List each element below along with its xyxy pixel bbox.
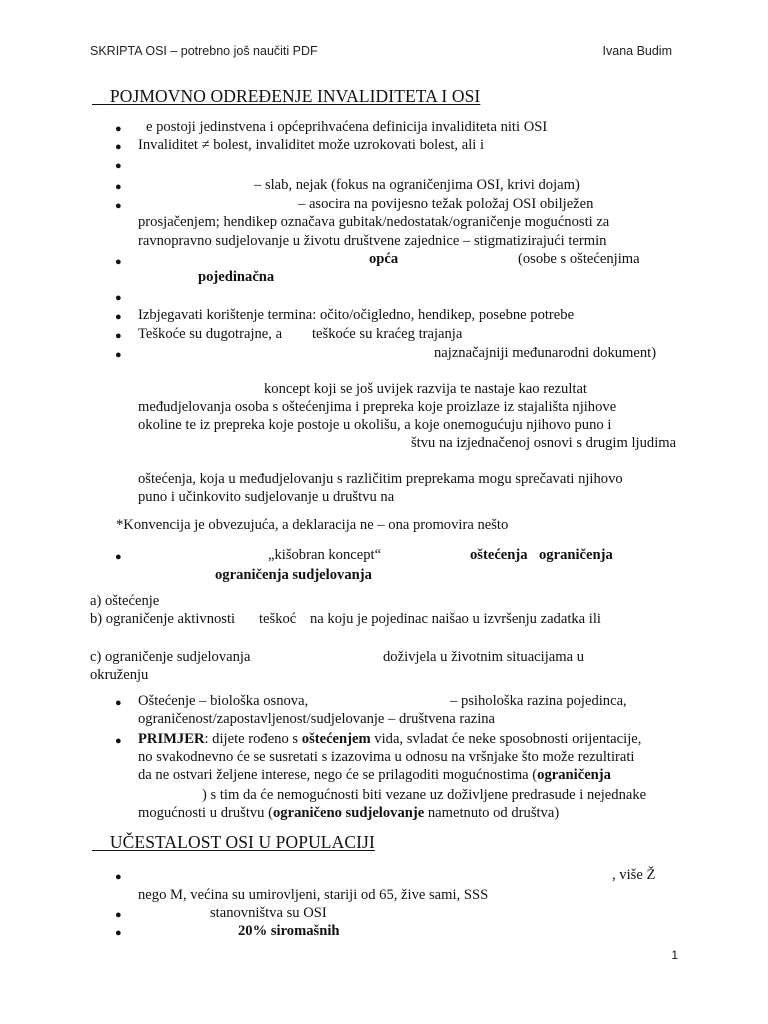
list-item: , više Ž	[612, 867, 656, 883]
convention-note: *Konvencija je obvezujuća, a deklaracija ne – ona promovira nešto	[116, 517, 509, 533]
term-ostecenja: oštećenja	[470, 547, 528, 563]
bullet-icon: ●	[115, 256, 122, 268]
bullet-icon: ●	[115, 927, 122, 939]
list-item: Invaliditet ≠ bolest, invaliditet može uzrokovati bolest, ali i	[138, 137, 485, 153]
list-item: – asocira na povijesno težak položaj OSI obilježen	[298, 196, 594, 212]
header-doc-title: SKRIPTA OSI – potrebno još naučiti PDF	[90, 44, 318, 58]
bullet-icon: ●	[115, 909, 122, 921]
list-item: Oštećenje – biološka osnova,	[138, 693, 309, 709]
item-c: okruženju	[90, 667, 149, 683]
example-line: mogućnosti u društvu (ograničeno sudjelovanje nametnuto od društva)	[138, 805, 560, 821]
example-line: PRIMJER: dijete rođeno s oštećenjem vida, svladat će neke sposobnosti orijentacije,	[138, 731, 642, 747]
paragraph-line: okoline te iz prepreka koje postoje u okolišu, a koje onemogućuju njihovo puno i	[138, 417, 612, 433]
list-item: Teškoće su dugotrajne, a	[138, 326, 283, 342]
bullet-icon: ●	[115, 181, 122, 193]
section-heading-pojmovno: POJMOVNO ODREĐENJE INVALIDITETA I OSI	[109, 86, 481, 106]
list-item-continued: ravnopravno sudjelovanje u životu društvene zajednice – stigmatizirajući termin	[138, 233, 607, 249]
list-item-continued: nego M, većina su umirovljeni, stariji od 65, žive sami, SSS	[138, 887, 489, 903]
bullet-icon: ●	[115, 349, 122, 361]
section-heading-ucestalost: UČESTALOST OSI U POPULACIJI	[109, 832, 375, 852]
list-item-continued: ograničenost/zapostavljenost/sudjelovanje – društvena razina	[138, 711, 496, 727]
page-number: 1	[671, 948, 678, 962]
term-kisobran: „kišobran koncept“	[268, 547, 382, 563]
list-item: e postoji jedinstvena i općeprihvaćena definicija invaliditeta niti OSI	[146, 119, 548, 135]
bullet-icon: ●	[115, 292, 122, 304]
bullet-icon: ●	[115, 735, 122, 747]
list-item: Izbjegavati korištenje termina: očito/očigledno, hendikep, posebne potrebe	[138, 307, 575, 323]
bullet-icon: ●	[115, 871, 122, 883]
item-c: doživjela u životnim situacijama u	[383, 649, 585, 665]
bullet-icon: ●	[115, 697, 122, 709]
bullet-icon: ●	[115, 141, 122, 153]
list-item: najznačajniji međunarodni dokument)	[434, 345, 657, 361]
list-item-continued: prosjačenjem; hendikep označava gubitak/nedostatak/ograničenje mogućnosti za	[138, 214, 610, 230]
bullet-icon: ●	[115, 330, 122, 342]
bullet-icon: ●	[115, 311, 122, 323]
header-author: Ivana Budim	[602, 44, 672, 58]
example-line: ) s tim da će nemogućnosti biti vezane uz doživljene predrasude i nejednake	[202, 787, 647, 803]
example-line: da ne ostvari željene interese, nego će se prilagoditi mogućnostima (ograničenja	[138, 767, 611, 783]
bullet-icon: ●	[115, 551, 122, 563]
item-a: a) oštećenje	[90, 593, 160, 609]
example-line: no svakodnevno će se susretati s izazovima u odnosu na vršnjake što može rezultirati	[138, 749, 635, 765]
list-item: – slab, nejak (fokus na ograničenjima OSI, krivi dojam)	[254, 177, 580, 193]
bullet-icon: ●	[115, 160, 122, 172]
term-opca: opća	[369, 251, 399, 267]
paragraph-line: oštećenja, koja u međudjelovanju s različitim preprekama mogu sprečavati njihovo	[138, 471, 623, 487]
item-c: c) ograničenje sudjelovanja	[90, 649, 251, 665]
example-label: PRIMJER	[138, 731, 205, 747]
list-item: 20% siromašnih	[238, 923, 340, 939]
bullet-icon: ●	[115, 200, 122, 212]
paragraph-line: puno i učinkovito sudjelovanje u društvu na	[138, 489, 395, 505]
term-pojedinacna: pojedinačna	[198, 269, 275, 285]
item-b: na koju je pojedinac naišao u izvršenju zadatka ili	[310, 611, 601, 627]
term-ogranicenja-sudjelovanja: ograničenja sudjelovanja	[215, 567, 372, 583]
paragraph-line: međudjelovanja osoba s oštećenjima i prepreka koje proizlaze iz stajališta njihove	[138, 399, 617, 415]
list-item: (osobe s oštećenjima	[518, 251, 640, 267]
paragraph-line: koncept koji se još uvijek razvija te nastaje kao rezultat	[264, 381, 587, 397]
list-item: – psihološka razina pojedinca,	[450, 693, 627, 709]
item-b: b) ograničenje aktivnosti	[90, 611, 236, 627]
list-item: stanovništva su OSI	[210, 905, 327, 921]
bullet-icon: ●	[115, 123, 122, 135]
list-item: teškoće su kraćeg trajanja	[312, 326, 463, 342]
term-ogranicenja: ograničenja	[539, 547, 613, 563]
paragraph-line: štvu na izjednačenoj osnovi s drugim ljudima	[411, 435, 677, 451]
item-b: teškoć	[259, 611, 297, 627]
